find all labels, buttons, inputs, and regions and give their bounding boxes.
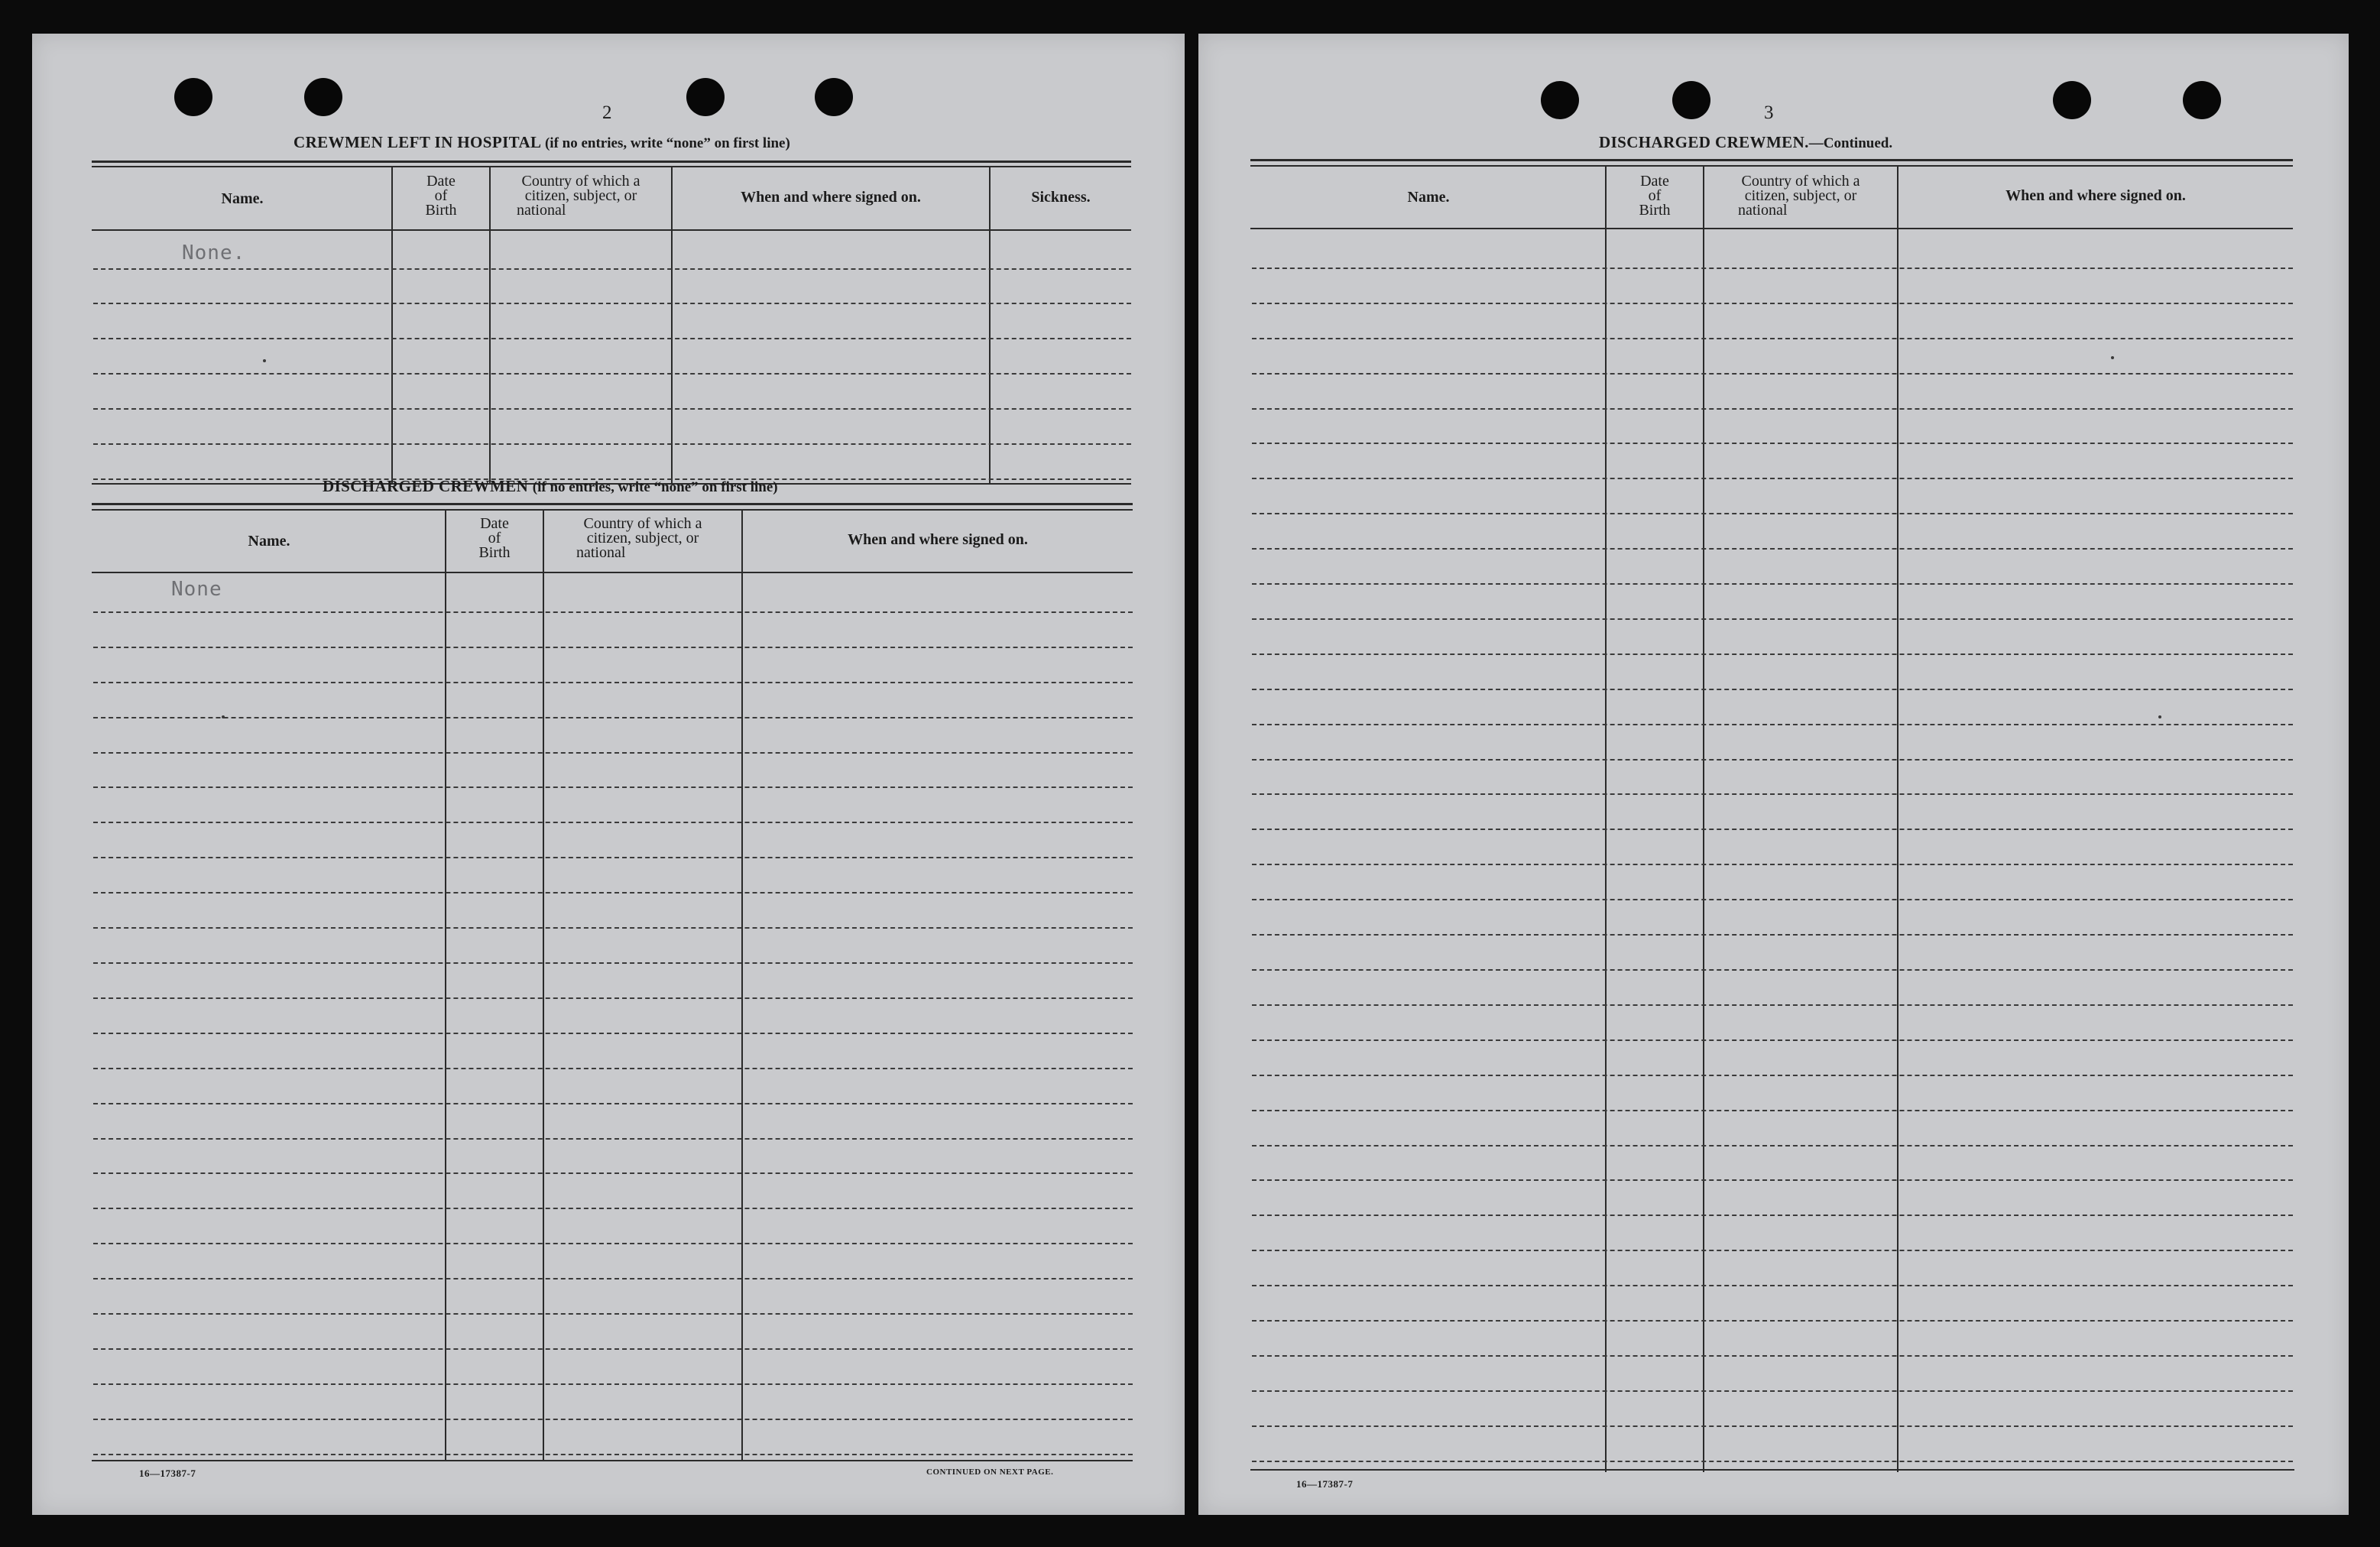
punch-hole [304, 78, 342, 116]
entry-line [1252, 1425, 2293, 1427]
entry-line [93, 1033, 1133, 1034]
discharged-section-title: DISCHARGED CREWMEN (if no entries, write “none” on first line) [323, 477, 778, 495]
column-header-country: Country of which a citizen, subject, or national [576, 515, 702, 561]
hospital-section-title: CREWMEN LEFT IN HOSPITAL (if no entries, write “none” on first line) [293, 133, 790, 151]
column-divider [1897, 167, 1898, 1472]
punch-hole [1541, 81, 1579, 119]
entry-line [93, 1172, 1133, 1174]
entry-line [1252, 829, 2293, 830]
entry-line [93, 1313, 1133, 1315]
column-header-sickness: Sickness. [1031, 189, 1091, 206]
column-divider [445, 511, 446, 1461]
entry-line [1252, 1285, 2293, 1286]
entry-line [93, 1138, 1133, 1140]
column-divider [1605, 167, 1607, 1472]
entry-line [1252, 1355, 2293, 1357]
entry-line [1252, 793, 2293, 795]
table-bottom-rule [92, 1460, 1133, 1461]
entry-line [93, 927, 1133, 929]
column-header-name: Name. [1407, 189, 1450, 206]
entry-line [93, 1208, 1133, 1209]
column-divider [1703, 167, 1704, 1472]
entry-line [93, 997, 1133, 999]
column-divider [741, 511, 743, 1461]
entry-line [93, 268, 1131, 270]
punch-hole [815, 78, 853, 116]
entry-line [93, 752, 1133, 754]
entry-line [93, 1348, 1133, 1350]
entry-line [1252, 864, 2293, 865]
column-header-dob: Date of Birth [425, 173, 457, 219]
column-divider [989, 167, 991, 485]
entry-line [1252, 478, 2293, 479]
table-top-rule [92, 503, 1133, 505]
page-number: 3 [1764, 102, 1774, 123]
column-divider [391, 167, 393, 485]
entry-line [1252, 268, 2293, 269]
entry-line [1252, 1075, 2293, 1076]
entry-line [93, 1278, 1133, 1279]
entry-line [1252, 583, 2293, 585]
entry-line [93, 822, 1133, 823]
table-top-rule [92, 161, 1131, 163]
entry-line [93, 611, 1133, 613]
entry-line [1252, 899, 2293, 900]
entry-line [1252, 443, 2293, 444]
right-page [1198, 34, 2349, 1515]
table-top-rule [92, 509, 1133, 511]
column-divider [489, 167, 491, 485]
entry-line [93, 408, 1131, 410]
entry-line [93, 443, 1131, 445]
entry-line [1252, 1145, 2293, 1146]
entry-line [93, 373, 1131, 375]
entry-line [1252, 548, 2293, 550]
paper-speck [2111, 356, 2114, 359]
entry-line [1252, 654, 2293, 655]
entry-line [1252, 373, 2293, 375]
entry-line [1252, 724, 2293, 725]
entry-line [93, 1103, 1133, 1104]
form-number: 16—17387-7 [1296, 1478, 1354, 1490]
column-header-signed-on: When and where signed on. [848, 531, 1028, 548]
entry-line [93, 1419, 1133, 1420]
column-divider [543, 511, 544, 1461]
form-number: 16—17387-7 [139, 1468, 196, 1479]
entry-line [1252, 689, 2293, 690]
entry-line [93, 682, 1133, 683]
punch-hole [686, 78, 725, 116]
entry-line [1252, 1250, 2293, 1251]
entry-line [93, 892, 1133, 893]
entry-line [93, 1068, 1133, 1069]
column-header-name: Name. [221, 190, 264, 207]
entry-line [1252, 338, 2293, 339]
left-page [32, 34, 1185, 1515]
hospital-entry-none: None. [182, 242, 246, 264]
entry-line [1252, 934, 2293, 936]
header-bottom-rule [92, 572, 1133, 573]
column-header-dob: Date of Birth [478, 515, 511, 561]
table-top-rule [1250, 165, 2293, 167]
punch-hole [2183, 81, 2221, 119]
punch-hole [174, 78, 212, 116]
entry-line [93, 303, 1131, 304]
entry-line [1252, 618, 2293, 620]
entry-line [1252, 969, 2293, 971]
entry-line [93, 962, 1133, 964]
paper-speck [263, 359, 266, 362]
column-header-signed-on: When and where signed on. [741, 189, 921, 206]
entry-line [1252, 1320, 2293, 1322]
table-top-rule [92, 166, 1131, 167]
entry-line [1252, 513, 2293, 514]
entry-line [1252, 303, 2293, 304]
page-number: 2 [602, 102, 612, 123]
table-bottom-rule [1250, 1469, 2294, 1471]
entry-line [1252, 408, 2293, 410]
entry-line [93, 647, 1133, 648]
discharged-continued-title: DISCHARGED CREWMEN.—Continued. [1599, 133, 1893, 151]
column-header-name: Name. [248, 533, 290, 550]
column-header-dob: Date of Birth [1639, 173, 1671, 219]
entry-line [93, 717, 1133, 718]
entry-line [93, 786, 1133, 788]
entry-line [1252, 1004, 2293, 1006]
column-header-signed-on: When and where signed on. [2005, 187, 2186, 204]
entry-line [1252, 1110, 2293, 1111]
table-top-rule [1250, 159, 2293, 161]
entry-line [93, 338, 1131, 339]
paper-speck [2158, 715, 2161, 718]
entry-line [1252, 759, 2293, 761]
entry-line [93, 1383, 1133, 1385]
entry-line [93, 1454, 1133, 1455]
continued-note: CONTINUED ON NEXT PAGE. [926, 1468, 1054, 1477]
column-header-country: Country of which a citizen, subject, or national [1738, 173, 1860, 219]
punch-hole [1672, 81, 1710, 119]
entry-line [1252, 1039, 2293, 1041]
entry-line [1252, 1215, 2293, 1216]
entry-line [93, 1243, 1133, 1244]
punch-hole [2053, 81, 2091, 119]
entry-line [1252, 1461, 2293, 1462]
entry-line [1252, 1390, 2293, 1392]
entry-line [1252, 1179, 2293, 1181]
discharged-entry-none: None [171, 578, 222, 601]
entry-line [93, 857, 1133, 858]
header-bottom-rule [1250, 228, 2293, 229]
column-header-country: Country of which a citizen, subject, or national [517, 173, 640, 219]
header-bottom-rule [92, 229, 1131, 231]
column-divider [671, 167, 673, 485]
